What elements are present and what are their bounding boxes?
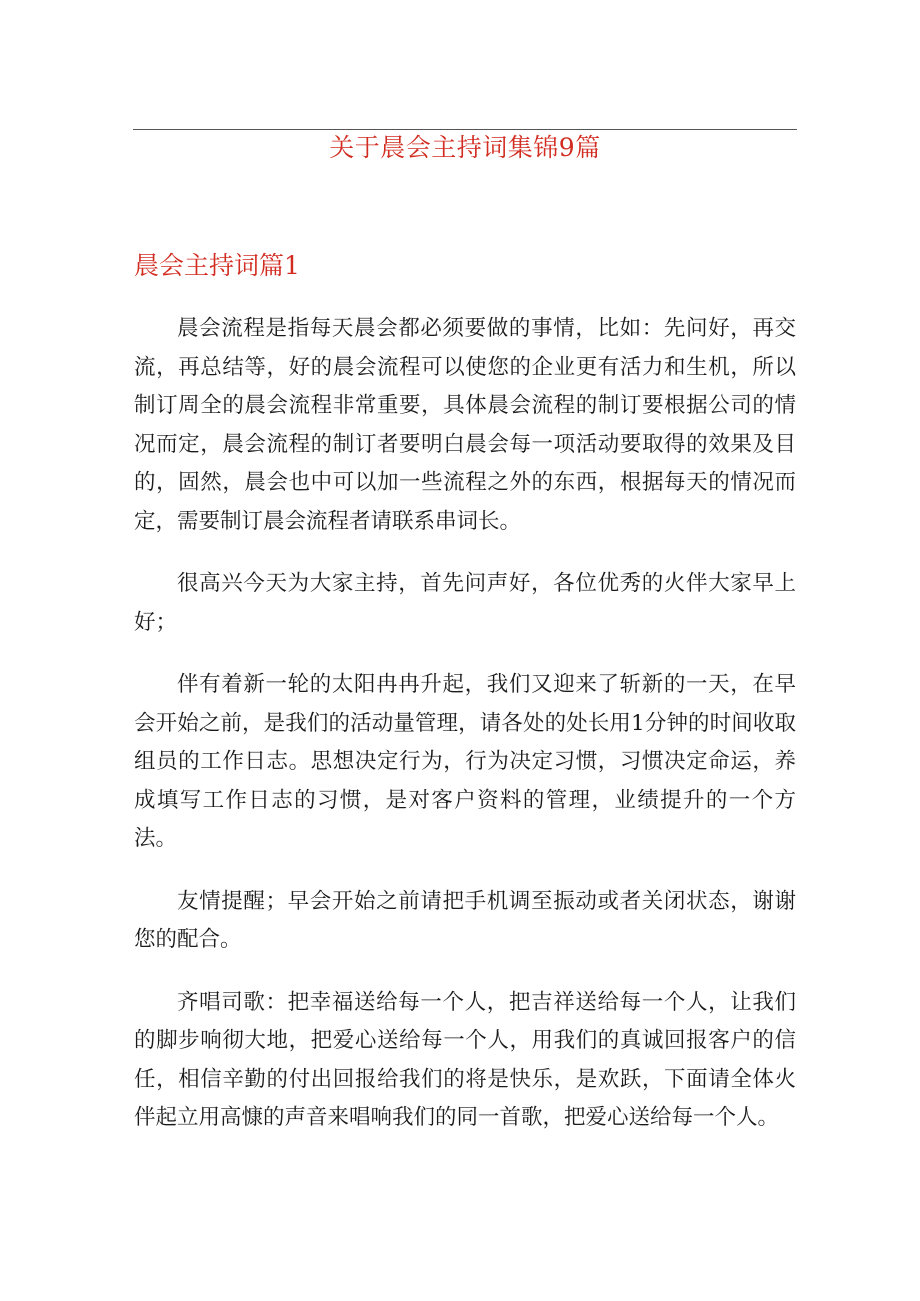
paragraph-1: 晨会流程是指每天晨会都必须要做的事情，比如：先问好，再交流，再总结等，好的晨会流程可以使您的企业更有活力和生机，所以制订周全的晨会流程非常重要，具体晨会流程的制订要根据公司的情况而定，晨会流程的制订者要明白晨会每一项活动要取得的效果及目的，固然，晨会也中可以加一些流程之外的东西，根据每天的情况而定，需要制订晨会流程者请联系串词长。 xyxy=(134,316,796,534)
header-rule xyxy=(133,129,797,130)
body-text xyxy=(134,310,796,1162)
paragraph-3: 伴有着新一轮的太阳冉冉升起，我们又迎来了斩新的一天，在早会开始之前，是我们的活动量管理，请各处的处长用1分钟的时间收取组员的工作日志。思想决定行为，行为决定习惯，习惯决定命运，养成填写工作日志的习惯，是对客户资料的管理，业绩提升的一个方法。 xyxy=(134,672,796,851)
document-title: 关于晨会主持词集锦9篇 xyxy=(329,133,601,162)
paragraph-5: 齐唱司歌：把幸福送给每一个人，把吉祥送给每一个人，让我们的脚步响彻大地，把爱心送给每一个人，用我们的真诚回报客户的信任，相信辛勤的付出回报给我们的将是快乐，是欢跃，下面请全体火伴起立用高慷的声音来唱响我们的同一首歌，把爱心送给每一个人。 xyxy=(134,989,796,1130)
section-heading: 晨会主持词篇1 xyxy=(134,251,300,280)
paragraph-2: 很高兴今天为大家主持，首先问声好，各位优秀的火伴大家早上好； xyxy=(134,571,796,635)
paragraph-4: 友情提醒；早会开始之前请把手机调至振动或者关闭状态，谢谢您的配合。 xyxy=(134,888,796,952)
